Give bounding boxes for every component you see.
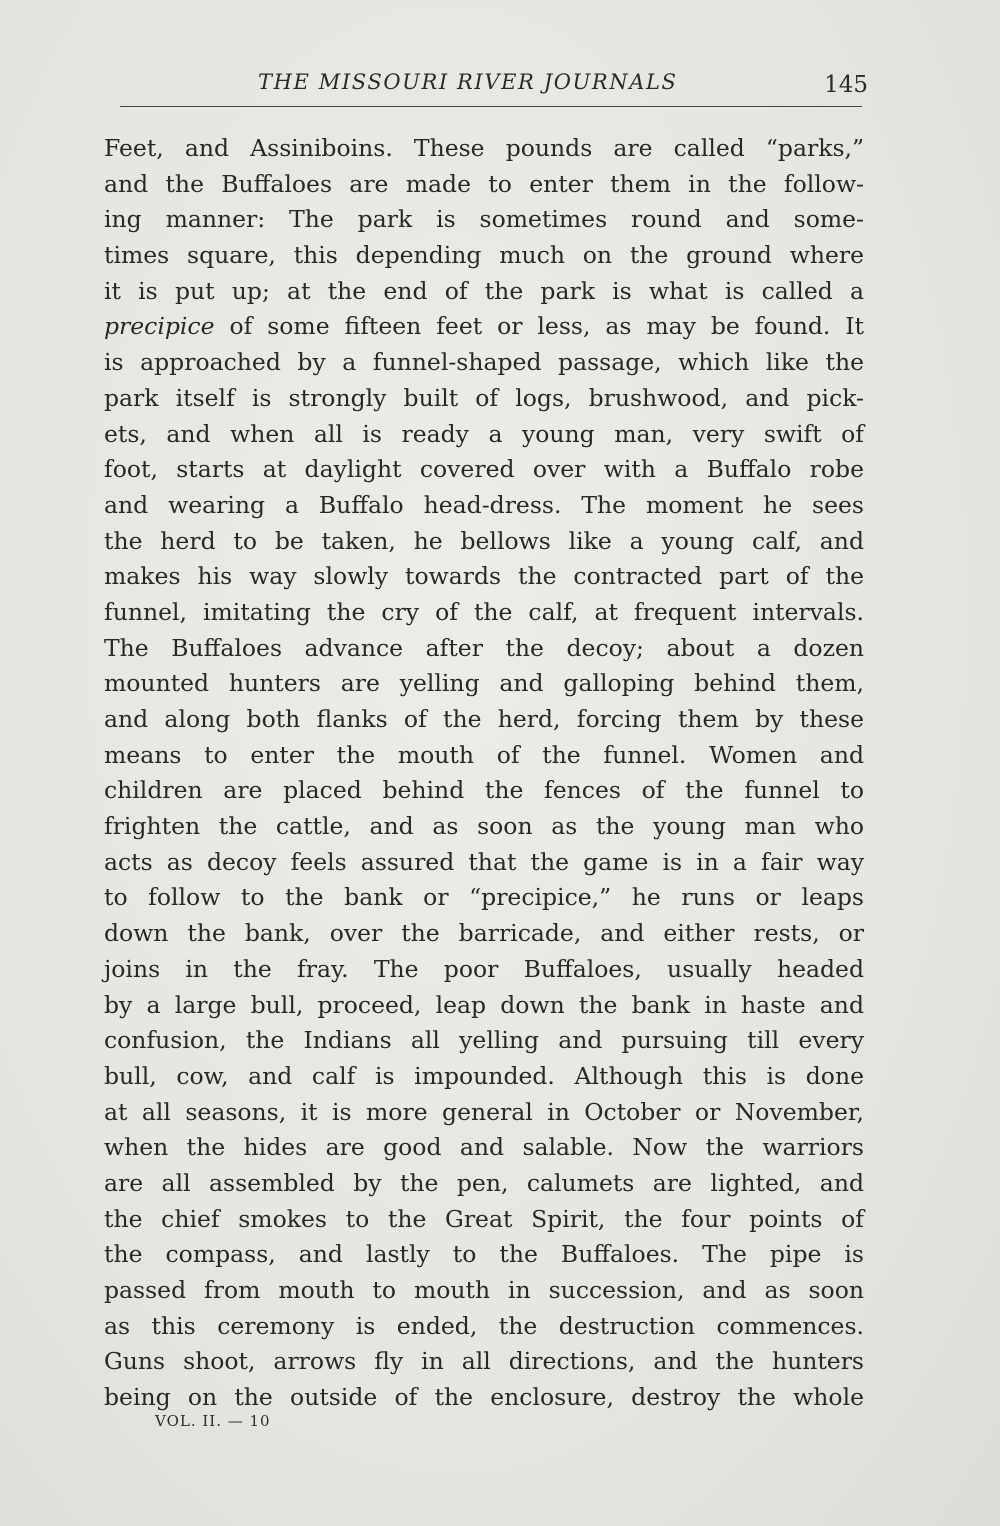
- text-line: joins in the fray. The poor Buffaloes, usually headed: [104, 954, 864, 983]
- text-line: acts as decoy feels assured that the game is in a fair way: [104, 847, 864, 876]
- text-line: makes his way slowly towards the contracted part of the: [104, 562, 864, 591]
- text-line-with-italic: [104, 309, 864, 345]
- text-line: Feet, and Assiniboins. These pounds are called “parks,”: [104, 134, 864, 162]
- text-line: and along both flanks of the herd, forcing them by these: [104, 705, 864, 733]
- text-line: park itself is strongly built of logs, brushwood, and pick-: [104, 383, 864, 412]
- text-line: mounted hunters are yelling and galloping behind them,: [104, 669, 864, 698]
- page-number: 145: [824, 72, 868, 98]
- text-line: frighten the cattle, and as soon as the young man who: [104, 812, 864, 841]
- text-line: The Buffaloes advance after the decoy; about a dozen: [104, 633, 864, 662]
- text-line: foot, starts at daylight covered over with a Buffalo robe: [104, 455, 864, 484]
- text-line: as this ceremony is ended, the destruction commences.: [104, 1311, 864, 1340]
- text-line: to follow to the bank or “precipice,” he runs or leaps: [104, 883, 864, 912]
- text-line: it is put up; at the end of the park is what is called a: [104, 276, 864, 305]
- text-line: bull, cow, and calf is impounded. Although this is done: [104, 1061, 864, 1090]
- text-line: at all seasons, it is more general in October or November,: [104, 1097, 864, 1126]
- text-line: are all assembled by the pen, calumets are lighted, and: [104, 1168, 864, 1197]
- header-rule: [120, 106, 862, 107]
- text-line: ets, and when all is ready a young man, very swift of: [104, 419, 864, 448]
- text-line: confusion, the Indians all yelling and pursuing till every: [104, 1026, 864, 1055]
- text-line: the chief smokes to the Great Spirit, the four points of: [104, 1204, 864, 1233]
- text-line-rest: of some fifteen feet or less, as may be found. It: [229, 312, 864, 341]
- signature-mark: VOL. II. — 10: [155, 1412, 271, 1430]
- text-line: the herd to be taken, he bellows like a young calf, and: [104, 526, 864, 555]
- text-line: being on the outside of the enclosure, destroy the whole: [104, 1383, 864, 1412]
- body-text: [104, 131, 864, 1416]
- text-line: children are placed behind the fences of the funnel to: [104, 776, 864, 805]
- text-line: Guns shoot, arrows fly in all directions, and the hunters: [104, 1347, 864, 1376]
- italic-term: precipice: [104, 312, 215, 341]
- text-line: when the hides are good and salable. Now the warriors: [104, 1133, 864, 1162]
- text-line: ing manner: The park is sometimes round and some-: [104, 205, 864, 234]
- text-line: down the bank, over the barricade, and either rests, or: [104, 919, 864, 948]
- text-line: passed from mouth to mouth in succession, and as soon: [104, 1276, 864, 1304]
- text-line: funnel, imitating the cry of the calf, at frequent intervals.: [104, 597, 864, 626]
- page-header: [120, 68, 872, 108]
- text-line: means to enter the mouth of the funnel. Women and: [104, 740, 864, 769]
- text-line: and the Buffaloes are made to enter them in the follow-: [104, 169, 864, 198]
- text-line: is approached by a funnel-shaped passage, which like the: [104, 348, 864, 377]
- text-line: the compass, and lastly to the Buffaloes. The pipe is: [104, 1240, 864, 1269]
- text-line: by a large bull, proceed, leap down the bank in haste and: [104, 990, 864, 1019]
- text-line: and wearing a Buffalo head-dress. The moment he sees: [104, 490, 864, 519]
- text-line: times square, this depending much on the ground where: [104, 241, 864, 270]
- running-head: THE MISSOURI RIVER JOURNALS: [258, 70, 678, 94]
